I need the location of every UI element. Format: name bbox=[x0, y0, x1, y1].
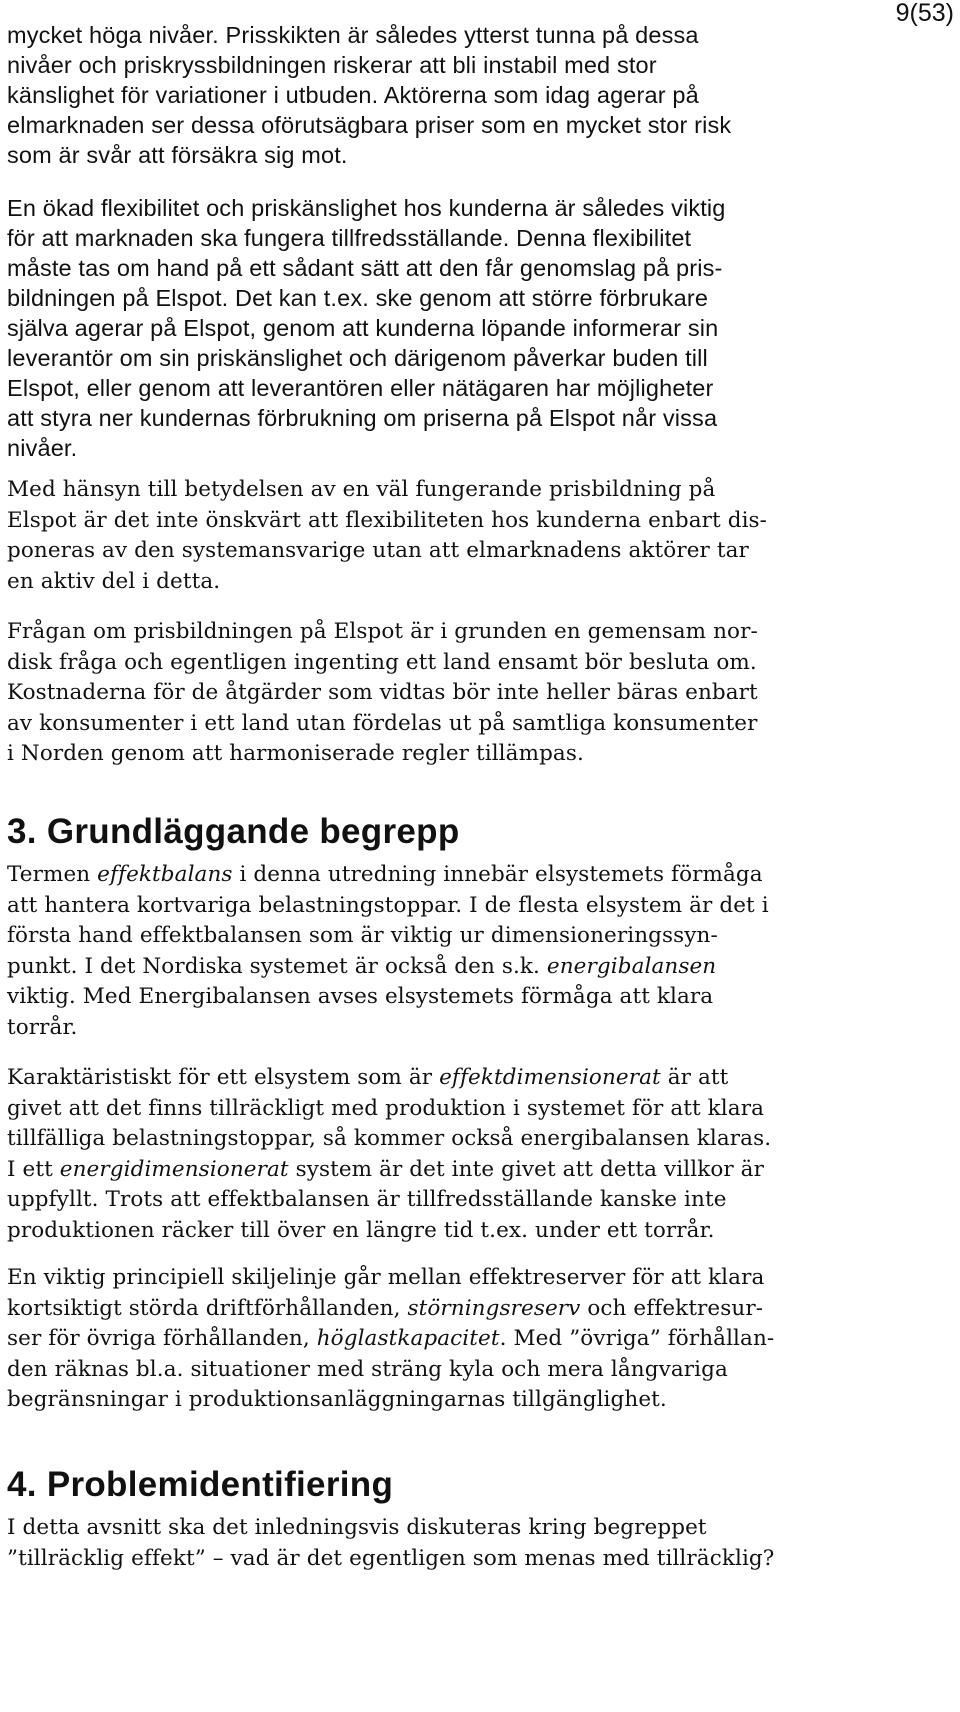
text-line: elmarknaden ser dessa oförutsägbara priser som en mycket stor risk bbox=[7, 112, 732, 138]
text-line: poneras av den systemansvarige utan att elmarknadens aktörer tar bbox=[7, 538, 749, 563]
text-line: produktionen räcker till över en längre tid t.ex. under ett torrår. bbox=[7, 1217, 715, 1243]
text-line: för att marknaden ska fungera tillfredsställande. Denna flexibilitet bbox=[7, 225, 692, 251]
text-line: nivåer och priskryssbildningen riskerar att bli instabil med stor bbox=[7, 52, 657, 78]
paragraph-reserves bbox=[7, 1263, 907, 1416]
term-energibalansen: energibalansen bbox=[546, 953, 717, 979]
text-line: disk fråga och egentligen ingenting ett land ensamt bör besluta om. bbox=[7, 649, 757, 675]
text-line: känslighet för variationer i utbuden. Aktörerna som idag agerar på bbox=[7, 82, 699, 108]
page-number: 9(53) bbox=[895, 0, 954, 27]
text-line: uppfyllt. Trots att effektbalansen är tillfredsställande kanske inte bbox=[7, 1187, 727, 1212]
text-line: av konsumenter i ett land utan fördelas ut på samtliga konsumenter bbox=[7, 710, 758, 736]
text-line: tillfälliga belastningstoppar, så kommer också energibalansen klaras. bbox=[7, 1126, 772, 1151]
text-line: en aktiv del i detta. bbox=[7, 568, 221, 594]
text-line: Termen effektbalans i denna utredning innebär elsystemets förmåga bbox=[7, 862, 763, 887]
text-line: givet att det finns tillräckligt med produktion i systemet för att klara bbox=[7, 1095, 765, 1121]
text-line: som är svår att försäkra sig mot. bbox=[7, 142, 348, 168]
text-line: leverantör om sin priskänslighet och därigenom påverkar buden till bbox=[7, 345, 708, 371]
text-line: torrår. bbox=[7, 1014, 78, 1040]
text-line: Elspot, eller genom att leverantören eller nätägaren har möjligheter bbox=[7, 375, 714, 401]
paragraph-dimensioning bbox=[7, 1063, 907, 1246]
text-line: I detta avsnitt ska det inledningsvis diskuteras kring begreppet bbox=[7, 1515, 707, 1540]
text-line: bildningen på Elspot. Det kan t.ex. ske genom att större förbrukare bbox=[7, 285, 709, 311]
text-line: ”tillräcklig effekt” – vad är det egentligen som menas med tillräcklig? bbox=[7, 1545, 775, 1571]
text-line: Med hänsyn till betydelsen av en väl fungerande prisbildning på bbox=[7, 477, 716, 502]
paragraph-price-formation bbox=[7, 475, 907, 597]
text-line: En viktig principiell skiljelinje går mellan effektreserver för att klara bbox=[7, 1265, 765, 1290]
text-line: En ökad flexibilitet och priskänslighet hos kunderna är således viktig bbox=[7, 195, 726, 221]
term-hoglastkapacitet: höglastkapacitet bbox=[316, 1326, 500, 1351]
section-heading-4: 4. Problemidentifiering bbox=[7, 1465, 394, 1504]
text-line: den räknas bl.a. situationer med sträng kyla och mera långvariga bbox=[7, 1356, 728, 1382]
text-line: måste tas om hand på ett sådant sätt att den får genomslag på pris- bbox=[7, 255, 723, 281]
text-line: begränsningar i produktionsanläggningarnas tillgänglighet. bbox=[7, 1387, 667, 1412]
term-effektbalans: effektbalans bbox=[97, 862, 233, 887]
paragraph-market-prices bbox=[7, 20, 907, 170]
paragraph-problem-intro bbox=[7, 1513, 907, 1574]
text-line: viktig. Med Energibalansen avses elsystemets förmåga att klara bbox=[7, 984, 714, 1009]
text-line: själva agerar på Elspot, genom att kunderna löpande informerar sin bbox=[7, 315, 719, 341]
section-heading-3: 3. Grundläggande begrepp bbox=[7, 812, 460, 851]
paragraph-effect-balance bbox=[7, 860, 907, 1043]
text-line: I ett energidimensionerat system är det inte givet att detta villkor är bbox=[7, 1156, 764, 1182]
text-line: Karaktäristiskt för ett elsystem som är effektdimensionerat är att bbox=[7, 1065, 729, 1090]
text-line: ser för övriga förhållanden, höglastkapacitet. Med ”övriga” förhållan- bbox=[7, 1326, 775, 1351]
paragraph-nordic-question bbox=[7, 617, 907, 770]
text-line: första hand effektbalansen som är viktig ur dimensioneringssyn- bbox=[7, 923, 718, 948]
text-line: kortsiktigt störda driftförhållanden, störningsreserv och effektresur- bbox=[7, 1295, 764, 1321]
term-energidimensionerat: energidimensionerat bbox=[59, 1156, 289, 1182]
text-line: att styra ner kundernas förbrukning om priserna på Elspot når vissa bbox=[7, 405, 718, 431]
term-storningsreserv: störningsreserv bbox=[407, 1295, 581, 1321]
text-line: i Norden genom att harmoniserade regler tillämpas. bbox=[7, 741, 584, 766]
text-line: punkt. I det Nordiska systemet är också den s.k. energibalansen bbox=[7, 953, 717, 979]
paragraph-flexibility bbox=[7, 193, 907, 463]
text-line: Kostnaderna för de åtgärder som vidtas bör inte heller bäras enbart bbox=[7, 680, 758, 705]
text-line: Elspot är det inte önskvärt att flexibiliteten hos kunderna enbart dis- bbox=[7, 507, 768, 533]
term-effektdimensionerat: effektdimensionerat bbox=[439, 1065, 661, 1090]
text-line: nivåer. bbox=[7, 435, 78, 461]
text-line: mycket höga nivåer. Prisskikten är således ytterst tunna på dessa bbox=[7, 22, 699, 48]
text-line: att hantera kortvariga belastningstoppar. I de flesta elsystem är det i bbox=[7, 892, 769, 918]
text-line: Frågan om prisbildningen på Elspot är i grunden en gemensam nor- bbox=[7, 619, 758, 644]
